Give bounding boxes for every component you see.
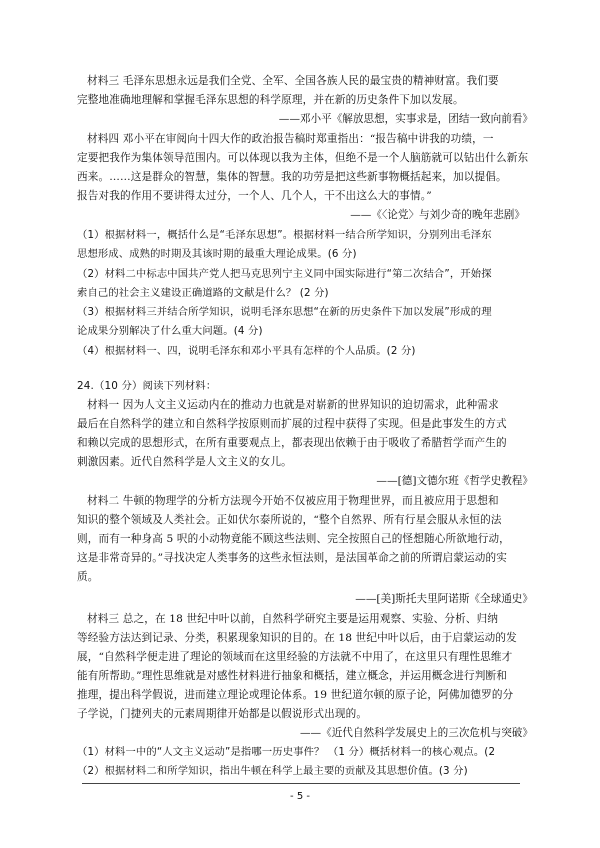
material4-line-2: 定要把我作为集体领导范围内。可以体现以我为主体，但绝不是一个人脑筋就可以钻出什么新东 [77,152,529,164]
q24-m3-line-6: 子学说，门捷列夫的元素周期律开始都是以假说形式出现的。 [77,708,368,720]
q24-m1-line-2: 最后在自然科学的建立和自然科学按原则而扩展的过程中获得了实现。但是此事发生的方式 [77,418,507,430]
material3-source: ——邓小平《解放思想，实事求是，团结一致向前看》 [278,113,533,125]
q24-m2-line-3: 则，而有一种身高 5 呎的小动物竟能不顾这些法则、完全按照自己的怪想随心所欲地行动， [77,533,510,545]
q24-m1-line-1: 材料一 因为人文主义运动内在的推动力也就是对崭新的世界知识的迫切需求，此种需求 [87,399,499,411]
q24-m2-line-5: 质。 [77,571,99,583]
material3-line-2: 完整地准确地理解和掌握毛泽东思想的科学原理，并在新的历史条件下加以发展。 [77,94,464,106]
q24-m3-line-3: 展，“自然科学便走进了理论的领域而在这里经验的方法就不中用了，在这里只有理性思维才 [77,651,513,663]
q24-m2-source: ——[美]斯托夫里阿诺斯《全球通史》 [355,593,533,605]
q24-m3-line-2: 等经验方法达到记录、分类，积累现象知识的目的。在 18 世纪中叶以后，由于启蒙运动的发 [77,632,517,644]
q23-item-3a: （3）根据材料三并结合所学知识，说明毛泽东思想“在新的历史条件下加以发展”形成的理 [77,306,492,318]
q24-m3-source: ——《近代自然科学发展史上的三次危机与突破》 [299,727,533,739]
q23-item-2a: （2）材料二中标志中国共产党人把马克思列宁主义同中国实际进行“第二次结合”，开始探 [77,268,492,280]
q24-m3-line-5: 推理，提出科学假说，进而建立理论或理论体系。19 世纪道尔顿的原子论，阿佛加德罗的分 [77,689,514,701]
material4-line-4: 报告对我的作用不要讲得太过分，一个人、几个人，干不出这么大的事情。” [77,190,432,202]
q24-header: 24.（10 分）阅读下列材料： [77,380,217,392]
q24-m1-line-4: 刺激因素。近代自然科学是人文主义的女儿。 [77,456,292,468]
material4-line-1: 材料四 邓小平在审阅向十四大作的政治报告稿时郑重指出：“报告稿中讲我的功绩，一 [87,133,494,145]
q23-item-4: （4）根据材料一、四，说明毛泽东和邓小平具有怎样的个人品质。(2 分) [77,345,416,357]
q23-item-3b: 论成果分别解决了什么重大问题。(4 分) [77,325,263,337]
q23-item-1a: （1）根据材料一，概括什么是“毛泽东思想”。根据材料一结合所学知识，分别列出毛泽东 [77,229,492,241]
q24-m2-line-2: 知识的整个领域及人类社会。正如伏尔泰所说的，“整个自然界、所有行星会服从永恒的法 [77,514,502,526]
material3-line-1: 材料三 毛泽东思想永远是我们全党、全军、全国各族人民的最宝贵的精神财富。我们要 [87,75,499,87]
q24-item-1a: （1）材料一中的“人文主义运动”是指哪一历史事件？ （1 分）概括材料一的核心观点。(2 [77,746,496,758]
q24-item-2: （2）根据材料二和所学知识，指出牛顿在科学上最主要的贡献及其思想价值。(3 分) [77,765,468,777]
q23-item-2b: 索自己的社会主义建设正确道路的文献是什么？ (2 分) [77,287,329,299]
q24-m3-line-1: 材料三 总之，在 18 世纪中叶以前，自然科学研究主要是运用观察、实验、分析、归纳 [87,613,499,625]
page-number: - 5 - [290,791,310,802]
material4-line-3: 西来。……这是群众的智慧，集体的智慧。我的功劳是把这些新事物概括起来，加以提倡。 [77,171,507,183]
footer-rule [82,783,520,784]
q24-m3-line-4: 能有所帮助。”理性思维就是对感性材料进行抽象和概括，建立概念，并运用概念进行判断和 [77,670,508,682]
q24-m2-line-1: 材料二 牛顿的物理学的分析方法现今开始不仅被应用于物理世界，而且被应用于思想和 [87,495,499,507]
material4-source: ——《〈论党〉与刘少奇的晚年悲剧》 [350,209,525,221]
q24-m1-source: ——[德]文德尔班《哲学史教程》 [376,475,533,487]
q24-m2-line-4: 这是非常奇异的。”寻找决定人类事务的这些永恒法则，是法国革命之前的所谓启蒙运动的实 [77,552,508,564]
q24-m1-line-3: 和赖以完成的思想形式，在所有重要观点上，都表现出依赖于由于吸收了希腊哲学而产生的 [77,437,507,449]
q23-item-1b: 思想形成、成熟的时期及其该时期的最重大理论成果。(6 分) [77,248,357,260]
